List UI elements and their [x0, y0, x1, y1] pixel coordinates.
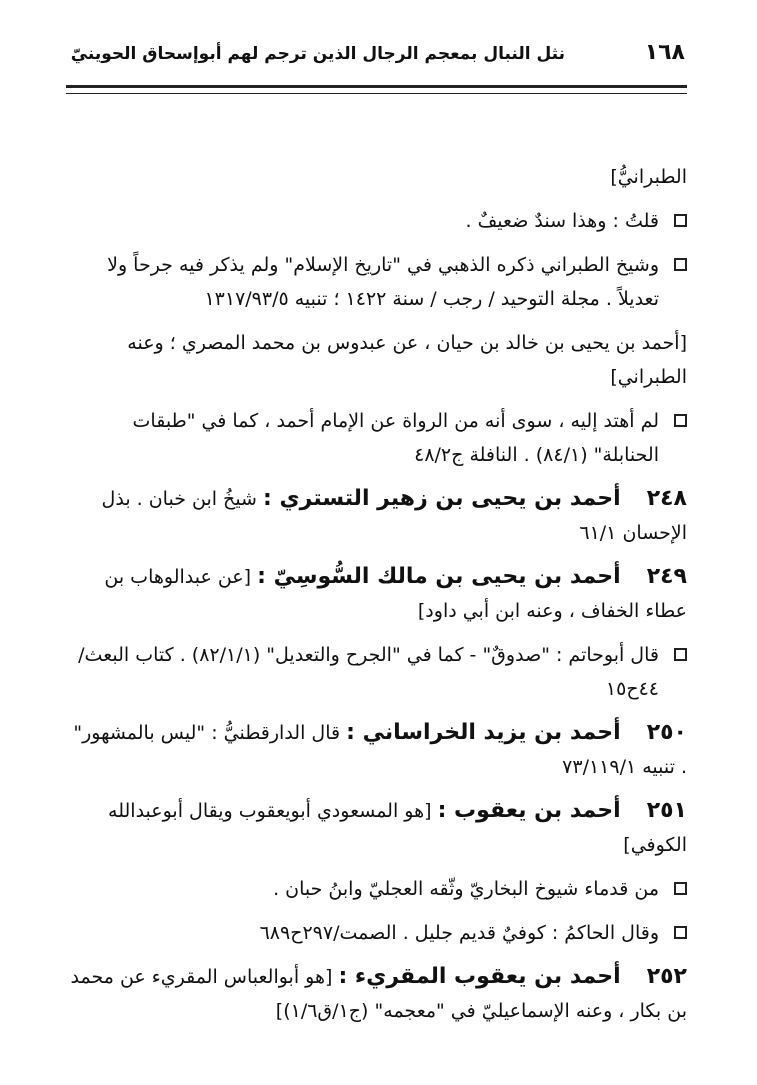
narrator-name: أحمد بن يحيى بن مالك السُّوسِيّ : [257, 564, 621, 589]
bullet-text: لم أهتد إليه ، سوى أنه من الرواة عن الإمام أحمد ، كما في "طبقات الحنابلة" (٨٤/١) . النافلة ج٤٨/٢ [132, 410, 659, 466]
bullet-text: من قدماء شيوخ البخاريّ وثّقه العجليّ وابنُ حبان . [273, 878, 659, 900]
entry-text: [هو أبوالعباس المقريء عن محمد بن بكار ، وعنه الإسماعيليّ في "معجمه" (ج١/ق١/٦)] [70, 966, 687, 1022]
bullet-text: قال أبوحاتم : "صدوقٌ" - كما في "الجرح والتعديل" (٨٢/١/١) . كتاب البعث/٤٤ح١٥ [78, 644, 659, 700]
entry-number: ٢٤٨ [646, 486, 687, 511]
narrator-name: أحمد بن يحيى بن زهير التستري : [263, 486, 621, 511]
entry-text: شيخُ ابن خبان . بذل الإحسان ٦١/١ [101, 488, 687, 544]
bullet-note [66, 204, 687, 238]
narrator-entry [66, 560, 687, 628]
bullet-note [66, 638, 687, 706]
running-title: نثل النبال بمعجم الرجال الذين ترجم لهم أبوإسحاق الحوينيّ [70, 44, 565, 64]
narrator-name: أحمد بن يعقوب : [437, 798, 621, 823]
bullet-text: قلتُ : وهذا سندٌ ضعيفٌ . [465, 210, 659, 232]
square-bullet-icon [674, 258, 687, 271]
narrator-entry [66, 794, 687, 862]
bullet-text: وشيخ الطبراني ذكره الذهبي في "تاريخ الإسلام" ولم يذكر فيه جرحاً ولا تعديلاً . مجلة التوحيد / رجب / سنة ١٤٢٢ ؛ تنبيه ١٣١٧/٩٣/٥ [107, 254, 659, 310]
square-bullet-icon [674, 882, 687, 895]
entry-number: ٢٥٠ [646, 720, 687, 745]
page-header [60, 38, 685, 78]
text-paragraph: [أحمد بن يحيى بن خالد بن حيان ، عن عبدوس بن محمد المصري ؛ وعنه الطبراني] [127, 332, 687, 388]
bullet-note [66, 872, 687, 906]
entry-text: قال الدارقطنيُّ : "ليس بالمشهور" . تنبيه ٧٣/١١٩/١ [73, 722, 687, 778]
entry-number: ٢٥٢ [646, 964, 687, 989]
narrator-entry [66, 716, 687, 784]
bullet-text: وقال الحاكمُ : كوفيٌ قديم جليل . الصمت/٢٩٧ح٦٨٩ [259, 922, 659, 944]
entry-text: [هو المسعودي أبويعقوب ويقال أبوعبدالله الكوفي] [108, 800, 687, 856]
square-bullet-icon [674, 214, 687, 227]
bullet-note [66, 916, 687, 950]
narrator-entry [66, 960, 687, 1028]
entry-number: ٢٥١ [646, 798, 687, 823]
entry-number: ٢٤٩ [646, 564, 687, 589]
bullet-note [66, 404, 687, 472]
text-paragraph: الطبرانيُّ] [610, 166, 687, 188]
entry-text: [عن عبدالوهاب بن عطاء الخفاف ، وعنه ابن أبي داود] [104, 566, 687, 622]
header-rule [66, 85, 687, 94]
narrator-name: أحمد بن يعقوب المقريء : [338, 964, 621, 989]
narrator-entry [66, 482, 687, 550]
square-bullet-icon [674, 414, 687, 427]
square-bullet-icon [674, 648, 687, 661]
square-bullet-icon [674, 926, 687, 939]
narrator-name: أحمد بن يزيد الخراساني : [346, 720, 621, 745]
bullet-note [66, 248, 687, 316]
page-body [66, 160, 687, 1038]
page-number: ١٦٨ [644, 40, 685, 65]
